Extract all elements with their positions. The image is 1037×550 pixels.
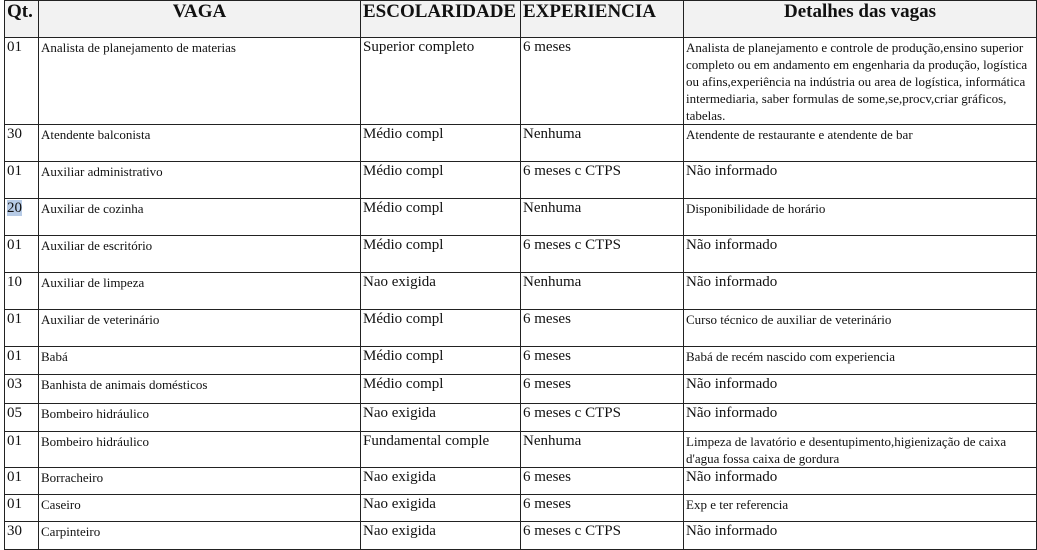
job-vacancies-table — [4, 0, 1037, 550]
header-vaga: VAGA — [39, 1, 361, 38]
cell-detalhes: Não informado — [684, 162, 1037, 199]
cell-qt: 30 — [5, 125, 39, 162]
cell-vaga: Atendente balconista — [39, 125, 361, 162]
cell-detalhes: Limpeza de lavatório e desentupimento,higienização de caixa d'agua fossa caixa de gordura — [684, 432, 1037, 468]
table-row — [5, 347, 1037, 375]
cell-qt: 10 — [5, 273, 39, 310]
table-row — [5, 468, 1037, 495]
cell-qt: 01 — [5, 495, 39, 522]
header-escolaridade: ESCOLARIDADE — [361, 1, 521, 38]
cell-vaga: Bombeiro hidráulico — [39, 432, 361, 468]
cell-experiencia: 6 meses — [521, 347, 684, 375]
cell-qt: 01 — [5, 347, 39, 375]
cell-experiencia: 6 meses c CTPS — [521, 162, 684, 199]
cell-qt — [5, 199, 39, 236]
cell-experiencia: Nenhuma — [521, 199, 684, 236]
cell-escolaridade: Fundamental comple — [361, 432, 521, 468]
job-listing-document — [4, 0, 1037, 550]
cell-vaga: Carpinteiro — [39, 522, 361, 550]
cell-escolaridade: Nao exigida — [361, 495, 521, 522]
table-row — [5, 375, 1037, 404]
cell-qt: 01 — [5, 236, 39, 273]
cell-detalhes: Babá de recém nascido com experiencia — [684, 347, 1037, 375]
cell-escolaridade: Nao exigida — [361, 404, 521, 432]
cell-vaga: Babá — [39, 347, 361, 375]
selected-text-highlight: 20 — [7, 200, 22, 216]
cell-detalhes: Não informado — [684, 404, 1037, 432]
table-row — [5, 432, 1037, 468]
cell-detalhes: Não informado — [684, 375, 1037, 404]
cell-experiencia: Nenhuma — [521, 125, 684, 162]
table-row — [5, 236, 1037, 273]
header-detalhes: Detalhes das vagas — [684, 1, 1037, 38]
cell-escolaridade: Nao exigida — [361, 522, 521, 550]
cell-detalhes: Não informado — [684, 236, 1037, 273]
cell-vaga: Bombeiro hidráulico — [39, 404, 361, 432]
cell-experiencia: 6 meses c CTPS — [521, 236, 684, 273]
cell-vaga: Analista de planejamento de materias — [39, 38, 361, 125]
cell-experiencia: 6 meses — [521, 310, 684, 347]
cell-detalhes: Analista de planejamento e controle de produção,ensino superior completo ou em andamento em engenharia da produção, logística ou afins,experiência na indústria ou area de logística, informática intermediaria, saber formulas de some,se,procv,criar gráficos, tabelas. — [684, 38, 1037, 125]
cell-escolaridade: Nao exigida — [361, 468, 521, 495]
cell-escolaridade: Médio compl — [361, 375, 521, 404]
table-row — [5, 495, 1037, 522]
cell-qt: 01 — [5, 38, 39, 125]
table-row — [5, 522, 1037, 550]
cell-qt: 01 — [5, 310, 39, 347]
cell-escolaridade: Nao exigida — [361, 273, 521, 310]
table-row — [5, 125, 1037, 162]
cell-experiencia: 6 meses — [521, 468, 684, 495]
cell-escolaridade: Superior completo — [361, 38, 521, 125]
cell-detalhes: Não informado — [684, 522, 1037, 550]
cell-vaga: Borracheiro — [39, 468, 361, 495]
cell-experiencia: 6 meses — [521, 495, 684, 522]
table-row — [5, 38, 1037, 125]
cell-qt: 30 — [5, 522, 39, 550]
table-row — [5, 404, 1037, 432]
cell-experiencia: Nenhuma — [521, 432, 684, 468]
cell-vaga: Auxiliar de cozinha — [39, 199, 361, 236]
cell-detalhes: Disponibilidade de horário — [684, 199, 1037, 236]
cell-escolaridade: Médio compl — [361, 347, 521, 375]
table-row — [5, 273, 1037, 310]
table-row — [5, 162, 1037, 199]
cell-detalhes: Atendente de restaurante e atendente de bar — [684, 125, 1037, 162]
cell-vaga: Banhista de animais domésticos — [39, 375, 361, 404]
header-experiencia: EXPERIENCIA — [521, 1, 684, 38]
cell-qt: 01 — [5, 432, 39, 468]
cell-escolaridade: Médio compl — [361, 125, 521, 162]
cell-vaga: Auxiliar de veterinário — [39, 310, 361, 347]
cell-qt: 03 — [5, 375, 39, 404]
cell-escolaridade: Médio compl — [361, 199, 521, 236]
header-qt: Qt. — [5, 1, 39, 38]
cell-vaga: Auxiliar de escritório — [39, 236, 361, 273]
cell-qt: 05 — [5, 404, 39, 432]
cell-escolaridade: Médio compl — [361, 310, 521, 347]
table-header-row — [5, 1, 1037, 38]
table-row — [5, 199, 1037, 236]
cell-escolaridade: Médio compl — [361, 162, 521, 199]
cell-vaga: Auxiliar de limpeza — [39, 273, 361, 310]
cell-experiencia: 6 meses — [521, 375, 684, 404]
cell-escolaridade: Médio compl — [361, 236, 521, 273]
cell-vaga: Caseiro — [39, 495, 361, 522]
cell-vaga: Auxiliar administrativo — [39, 162, 361, 199]
cell-detalhes: Não informado — [684, 468, 1037, 495]
cell-experiencia: Nenhuma — [521, 273, 684, 310]
cell-experiencia: 6 meses — [521, 38, 684, 125]
cell-detalhes: Exp e ter referencia — [684, 495, 1037, 522]
cell-detalhes: Não informado — [684, 273, 1037, 310]
cell-qt: 01 — [5, 162, 39, 199]
cell-detalhes: Curso técnico de auxiliar de veterinário — [684, 310, 1037, 347]
cell-experiencia: 6 meses c CTPS — [521, 522, 684, 550]
table-row — [5, 310, 1037, 347]
cell-qt: 01 — [5, 468, 39, 495]
cell-experiencia: 6 meses c CTPS — [521, 404, 684, 432]
